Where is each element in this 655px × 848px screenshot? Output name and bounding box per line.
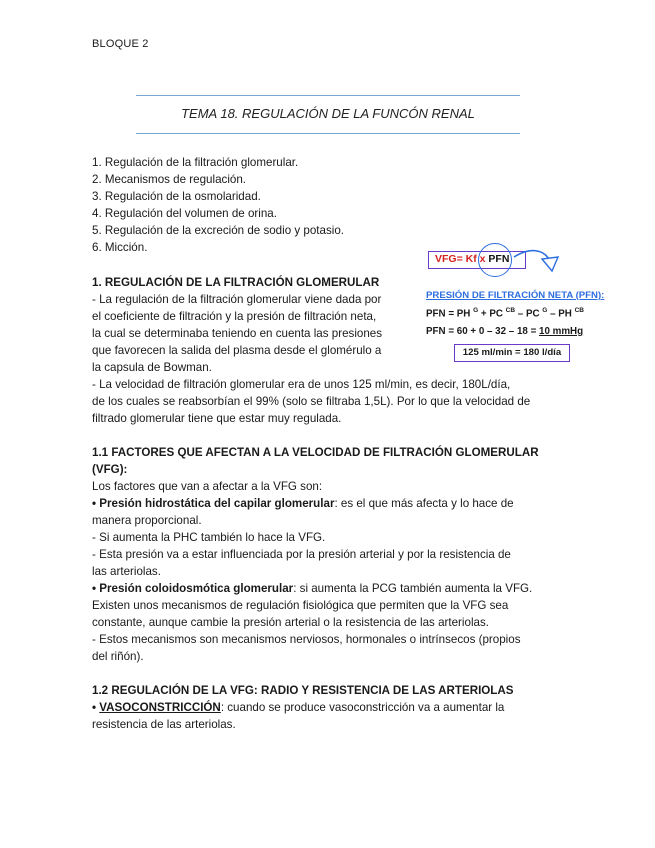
bullet-colloidosmotic <box>92 580 572 597</box>
pfn-sup: G <box>542 307 548 314</box>
index-item: 5. Regulación de la excreción de sodio y potasio. <box>92 224 344 237</box>
section-1-1-line: las arteriolas. <box>92 565 161 578</box>
section-1-line: el coeficiente de filtración y la presión de filtración neta, <box>92 310 377 323</box>
bullet-vasoconstriction-text: : cuando se produce vasoconstricción va a aumentar la <box>220 701 505 714</box>
pfn-sup: CB <box>574 307 584 314</box>
bullet-vasoconstriction <box>92 699 572 716</box>
section-1-1-line: manera proporcional. <box>92 514 202 527</box>
pfn-values-expression: PFN = 60 + 0 – 32 – 18 = <box>426 326 540 337</box>
section-1-line: la capsula de Bowman. <box>92 361 212 374</box>
section-1-2 <box>92 682 572 733</box>
section-1-line: - La velocidad de filtración glomerular era de unos 125 ml/min, es decir, 180L/día, <box>92 378 511 391</box>
pfn-sup: CB <box>505 307 516 314</box>
pfn-sup: G <box>473 307 479 314</box>
vfg-label: VFG <box>435 253 457 265</box>
section-1-line: que favorecen la salida del plasma desde el glomérulo a <box>92 344 382 357</box>
bullet-vasoconstriction-bold: VASOCONSTRICCIÓN <box>99 701 221 714</box>
section-1-line: filtrado glomerular tiene que estar muy regulada. <box>92 412 342 425</box>
title-bottom-rule <box>136 133 520 134</box>
section-1-1-line: constante, aunque cambie la presión arterial o la resistencia de las arteriolas. <box>92 616 489 629</box>
bullet-colloidosmotic-bold: • Presión coloidosmótica glomerular <box>92 582 294 595</box>
pfn-formula-values <box>426 326 583 337</box>
vfg-rate-box: 125 ml/min = 180 l/día <box>454 344 570 362</box>
section-1-heading: 1. REGULACIÓN DE LA FILTRACIÓN GLOMERULAR <box>92 276 380 289</box>
vfg-pfn-label: PFN <box>488 253 510 265</box>
index-item: 3. Regulación de la osmolaridad. <box>92 190 261 203</box>
section-1-2-line: resistencia de las arteriolas. <box>92 718 236 731</box>
section-1-1-heading-cont: (VFG): <box>92 463 128 476</box>
bullet-hydrostatic-bold: • Presión hidrostática del capilar glomerular <box>92 497 335 510</box>
pfn-highlight-circle <box>478 243 512 277</box>
section-1-line: la cual se determinaba teniendo en cuenta las presiones <box>92 327 383 340</box>
section-1-1-intro: Los factores que van a afectar a la VFG son: <box>92 480 323 493</box>
bullet-colloidosmotic-text: : si aumenta la PCG también aumenta la VFG. <box>293 582 533 595</box>
title-top-rule <box>136 95 520 96</box>
pfn-formula-general <box>426 307 584 319</box>
bullet-hydrostatic <box>92 495 572 512</box>
pfn-term: – PC <box>515 308 543 320</box>
index-item: 4. Regulación del volumen de orina. <box>92 207 277 220</box>
bullet-marker: • <box>92 701 100 714</box>
block-header: BLOQUE 2 <box>92 38 149 50</box>
index-item: 6. Micción. <box>92 241 148 254</box>
section-1-line: de los cuales se reabsorbían el 99% (solo se filtraba 1,5L). Por lo que la velocidad de <box>92 395 531 408</box>
section-1-1-line: Existen unos mecanismos de regulación fisiológica que permiten que la VFG sea <box>92 599 509 612</box>
vfg-equals-kf: = Kf x <box>456 253 489 265</box>
section-1-1-line: - Esta presión va a estar influenciada por la presión arterial y por la resistencia de <box>92 548 511 561</box>
section-1-1-line: del riñón). <box>92 650 144 663</box>
pfn-term: PFN = PH <box>426 308 474 320</box>
section-1-1-line: - Estos mecanismos son mecanismos nerviosos, hormonales o intrínsecos (propios <box>92 633 521 646</box>
topic-index <box>92 154 344 256</box>
section-1-2-heading: 1.2 REGULACIÓN DE LA VFG: RADIO Y RESISTENCIA DE LAS ARTERIOLAS <box>92 684 514 697</box>
section-1-line: - La regulación de la filtración glomerular viene dada por <box>92 293 382 306</box>
pfn-term: – PH <box>547 308 575 320</box>
index-item: 1. Regulación de la filtración glomerular. <box>92 156 299 169</box>
section-1-1-line: - Si aumenta la PHC también lo hace la VFG. <box>92 531 326 544</box>
index-item: 2. Mecanismos de regulación. <box>92 173 247 186</box>
bullet-hydrostatic-text: : es el que más afecta y lo hace de <box>334 497 514 510</box>
pfn-result: 10 mmHg <box>539 326 584 337</box>
pfn-term: + PC <box>478 308 506 320</box>
curved-arrow-icon <box>512 245 562 281</box>
pfn-formula-figure <box>418 243 605 371</box>
pfn-title: PRESIÓN DE FILTRACIÓN NETA (PFN): <box>426 290 605 301</box>
section-1-1-heading: 1.1 FACTORES QUE AFECTAN A LA VELOCIDAD DE FILTRACIÓN GLOMERULAR <box>92 446 539 459</box>
section-1-1 <box>92 444 572 665</box>
page-title: TEMA 18. REGULACIÓN DE LA FUNCÓN RENAL <box>181 106 475 121</box>
